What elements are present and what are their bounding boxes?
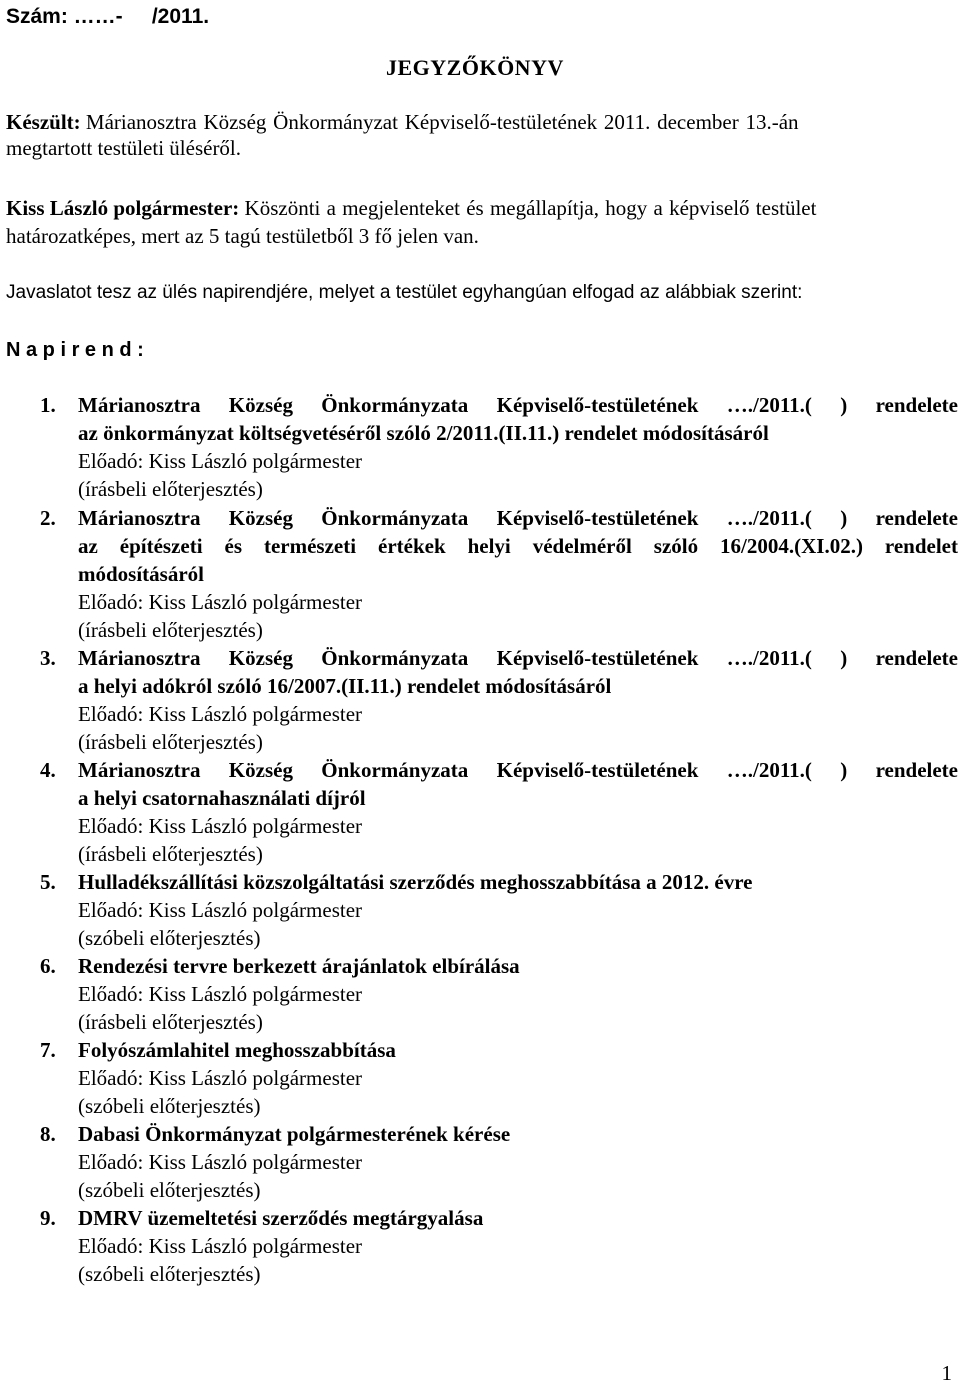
agenda-item-number: 5. [40, 870, 56, 894]
document-title: JEGYZŐKÖNYV [386, 55, 564, 80]
mayor-line-1 [6, 198, 956, 219]
agenda-item-title-line: Márianosztra Község Önkormányzata Képviselő-testületének …./2011.( ) rendelete [78, 506, 958, 530]
document-number: Szám: ……- /2011. [6, 5, 210, 28]
mayor-text-1: Köszönti a megjelenteket és megállapítja, hogy a képviselő testület [244, 196, 817, 220]
agenda-item-presenter: Előadó: Kiss László polgármester [78, 1150, 363, 1174]
mayor-label: Kiss László polgármester: [6, 196, 240, 220]
agenda-item-number: 6. [40, 954, 56, 978]
agenda-item-presenter: Előadó: Kiss László polgármester [78, 1234, 363, 1258]
agenda-item-note: (szóbeli előterjesztés) [78, 1094, 261, 1118]
agenda-item-title-line: a helyi adókról szóló 16/2007.(II.11.) rendelet módosításáról [78, 674, 612, 698]
agenda-item-number: 3. [40, 646, 56, 670]
agenda-item-presenter: Előadó: Kiss László polgármester [78, 814, 363, 838]
page-number: 1 [941, 1361, 952, 1385]
agenda-item-title-line: Márianosztra Község Önkormányzata Képviselő-testületének …./2011.( ) rendelete [78, 393, 958, 417]
agenda-item-title-line: Hulladékszállítási közszolgáltatási szerződés meghosszabbítása a 2012. évre [78, 870, 753, 894]
agenda-item-number: 1. [40, 393, 56, 417]
agenda-item-title-line: Rendezési tervre berkezett árajánlatok elbírálása [78, 954, 520, 978]
agenda-item-presenter: Előadó: Kiss László polgármester [78, 449, 363, 473]
agenda-item-note: (szóbeli előterjesztés) [78, 1262, 261, 1286]
agenda-item-number: 8. [40, 1122, 56, 1146]
agenda-item-number: 9. [40, 1206, 56, 1230]
agenda-item-presenter: Előadó: Kiss László polgármester [78, 898, 363, 922]
agenda-item-title-line: Dabasi Önkormányzat polgármesterének kérése [78, 1122, 511, 1146]
agenda-item-note: (szóbeli előterjesztés) [78, 926, 261, 950]
agenda-item-note: (szóbeli előterjesztés) [78, 1178, 261, 1202]
agenda-item-title-line: a helyi csatornahasználati díjról [78, 786, 366, 810]
made-line-2: megtartott testületi üléséről. [6, 136, 242, 160]
made-line-1 [6, 112, 954, 133]
mayor-line-2: határozatképes, mert az 5 tagú testületből 3 fő jelen van. [6, 224, 479, 248]
agenda-item-number: 4. [40, 758, 56, 782]
agenda-item-note: (írásbeli előterjesztés) [78, 477, 263, 501]
agenda-item-title-line: DMRV üzemeltetési szerződés megtárgyalása [78, 1206, 484, 1230]
agenda-item-title-line: Folyószámlahitel meghosszabbítása [78, 1038, 396, 1062]
agenda-item-note: (írásbeli előterjesztés) [78, 842, 263, 866]
made-label: Készült: [6, 110, 81, 134]
agenda-item-title-line: az önkormányzat költségvetéséről szóló 2/2011.(II.11.) rendelet módosításáról [78, 421, 769, 445]
made-text-1: Márianosztra Község Önkormányzat Képviselő-testületének 2011. december 13.-án [85, 110, 799, 134]
agenda-item-title-line: Márianosztra Község Önkormányzata Képviselő-testületének …./2011.( ) rendelete [78, 646, 958, 670]
agenda-item-title-line: az építészeti és természeti értékek helyi védelméről szóló 16/2004.(XI.02.) rendelet [78, 534, 958, 558]
agenda-heading: N a p i r e n d : [6, 339, 144, 361]
agenda-item-number: 7. [40, 1038, 56, 1062]
agenda-item-note: (írásbeli előterjesztés) [78, 1010, 263, 1034]
agenda-item-note: (írásbeli előterjesztés) [78, 618, 263, 642]
agenda-item-title-line: Márianosztra Község Önkormányzata Képviselő-testületének …./2011.( ) rendelete [78, 758, 958, 782]
agenda-item-presenter: Előadó: Kiss László polgármester [78, 702, 363, 726]
proposal-text: Javaslatot tesz az ülés napirendjére, melyet a testület egyhangúan elfogad az alábbiak szerint: [6, 282, 803, 303]
agenda-item-presenter: Előadó: Kiss László polgármester [78, 590, 363, 614]
agenda-item-note: (írásbeli előterjesztés) [78, 730, 263, 754]
agenda-item-presenter: Előadó: Kiss László polgármester [78, 1066, 363, 1090]
agenda-item-number: 2. [40, 506, 56, 530]
agenda-item-title-line: módosításáról [78, 562, 204, 586]
agenda-item-presenter: Előadó: Kiss László polgármester [78, 982, 363, 1006]
